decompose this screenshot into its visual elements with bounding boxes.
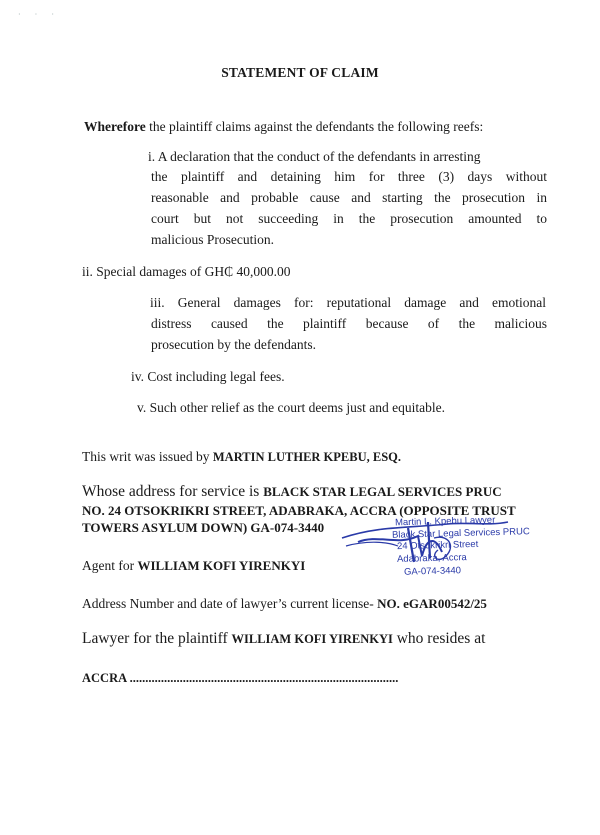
claim-i-line-2: the plaintiff and detaining him for three (3) days without — [151, 169, 547, 184]
document-title: STATEMENT OF CLAIM — [221, 65, 379, 80]
service-address-line-3: TOWERS ASYLUM DOWN) GA-074-3440 — [82, 520, 325, 535]
stamp-line-2: Black Star Legal Services PRUC — [391, 526, 530, 541]
claim-iii-line-2: distress caused the plaintiff because of the malicious — [151, 316, 547, 331]
claim-iii-line-3: prosecution by the defendants. — [151, 337, 316, 352]
residence-dots: ...................................................................................... — [126, 671, 399, 685]
scan-specks: · · · — [18, 10, 60, 19]
agent-for: Agent for WILLIAM KOFI YIRENKYI — [82, 558, 306, 573]
license-number: NO. eGAR00542/25 — [377, 596, 487, 611]
claim-i-line-4: court but not succeeding in the prosecution amounted to — [151, 211, 547, 226]
residence-city: ACCRA — [82, 671, 127, 685]
claim-iv: iv. Cost including legal fees. — [131, 369, 285, 384]
service-address-line-1: Whose address for service is BLACK STAR LEGAL SERVICES PRUC — [82, 483, 502, 500]
service-address-line-2: NO. 24 OTSOKRIKRI STREET, ADABRAKA, ACCRA (OPPOSITE TRUST — [82, 503, 516, 518]
license-line: Address Number and date of lawyer’s current license- NO. eGAR00542/25 — [82, 596, 487, 611]
claim-i-line-3: reasonable and probable cause and starting the prosecution in — [151, 190, 547, 205]
stamp-line-5: GA-074-3440 — [403, 565, 462, 578]
intro-rest: the plaintiff claims against the defendants the following reefs: — [145, 119, 484, 134]
lawyer-for-plaintiff: Lawyer for the plaintiff WILLIAM KOFI YIRENKYI who resides at — [82, 630, 486, 647]
claims-intro — [84, 116, 483, 137]
claim-iii-line-1: iii. General damages for: reputational damage and emotional — [150, 295, 546, 310]
intro-bold: Wherefore — [84, 119, 146, 134]
agent-client-name: WILLIAM KOFI YIRENKYI — [137, 558, 306, 573]
residence-line — [82, 671, 398, 686]
firm-name: BLACK STAR LEGAL SERVICES PRUC — [263, 484, 502, 499]
claim-v: v. Such other relief as the court deems just and equitable. — [137, 400, 446, 415]
writ-lawyer-name: MARTIN LUTHER KPEBU, ESQ. — [212, 450, 402, 464]
stamp-line-4: Adabraka, Accra — [396, 552, 467, 565]
plaintiff-name: WILLIAM KOFI YIRENKYI — [231, 632, 393, 646]
stamp-line-1: Martin L. Kpebu Lawyer — [394, 514, 496, 529]
writ-issued-by: This writ was issued by MARTIN LUTHER KPEBU, ESQ. — [82, 449, 402, 464]
claim-i-line-5: malicious Prosecution. — [151, 232, 274, 247]
stamp-line-3: 24 Otsokrikri Street — [396, 538, 479, 553]
claim-ii: ii. Special damages of GH₵ 40,000.00 — [82, 264, 291, 279]
claim-i-line-1: i. A declaration that the conduct of the defendants in arresting — [148, 149, 481, 164]
